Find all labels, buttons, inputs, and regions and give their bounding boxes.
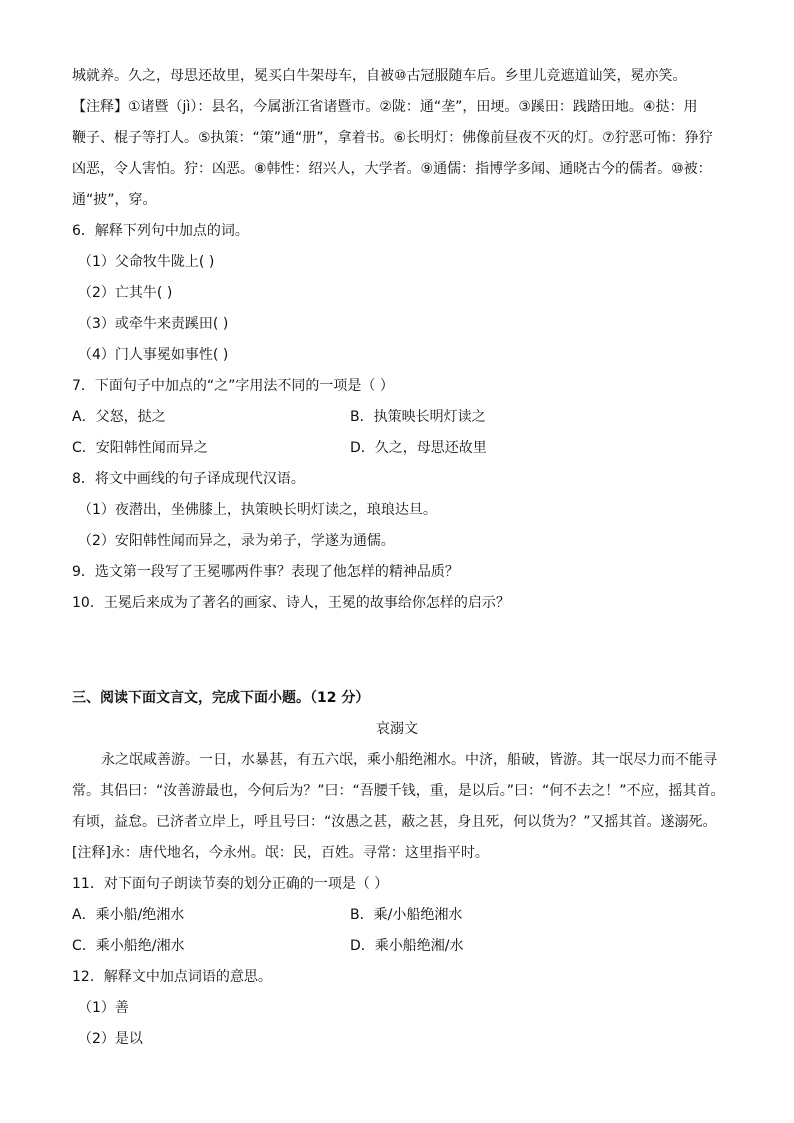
question-7-option-a: A．父怒，挞之 [72,409,166,425]
question-7-option-d: D．久之，母思还故里 [350,440,487,456]
passage-line-1: 永之氓咸善游。一日，水暴甚，有五六氓，乘小船绝湘水。中济，船破，皆游。其一氓尽力而不能寻 [101,752,717,768]
question-7-option-c: C．安阳韩性闻而异之 [72,440,208,456]
passage-title: 哀溺文 [376,721,418,737]
question-11-stem: 11．对下面句子朗读节奏的划分正确的一项是（ ） [72,876,389,892]
question-7-option-b: B．执策映长明灯读之 [350,409,486,425]
passage-note: [注释]永：唐代地名，今永州。氓：民，百姓。寻常：这里指平时。 [72,845,489,861]
question-6-item-4: （4）门人事冕如事性( ) [78,347,229,363]
section-3-heading: 三、阅读下面文言文，完成下面小题。（12 分） [72,690,370,706]
question-6-item-1: （1）父命牧牛陇上( ) [78,254,215,270]
question-12-item-2: （2）是以 [78,1031,143,1047]
question-11-option-d: D．乘小船绝湘/水 [350,938,464,954]
question-12-item-1: （1）善 [78,1000,129,1016]
question-6-stem: 6．解释下列句中加点的词。 [72,223,249,239]
question-6-item-3: （3）或牵牛来责蹊田( ) [78,316,229,332]
question-8-item-2: （2）安阳韩性闻而异之，录为弟子，学遂为通儒。 [78,533,395,549]
question-11-option-a: A．乘小船/绝湘水 [72,907,185,923]
question-10: 10．王冕后来成为了著名的画家、诗人，王冕的故事给你怎样的启示？ [72,595,510,611]
passage-tail: 城就养。久之，母思还故里，冕买白牛架母车，自被⑩古冠服随车后。乡里儿竞遮道讪笑，冕亦笑。 [72,68,687,84]
notes-line-2: 鞭子、棍子等打人。⑤执策：“策”通“册”，拿着书。⑥长明灯：佛像前昼夜不灭的灯。⑦狞恶可怖：狰狞 [72,130,713,146]
question-9: 9．选文第一段写了王冕哪两件事？表现了他怎样的精神品质？ [72,564,459,580]
question-8-stem: 8．将文中画线的句子译成现代汉语。 [72,471,305,487]
question-12-stem: 12．解释文中加点词语的意思。 [72,969,272,985]
passage-line-3: 有顷，益怠。已济者立岸上，呼且号曰：“汝愚之甚，蔽之甚，身且死，何以货为？”又摇其首。遂溺死。 [72,814,717,830]
passage-line-2: 常。其侣曰：“汝善游最也，今何后为？”曰：“吾腰千钱，重，是以后。”曰：“何不去之！”不应，摇其首。 [72,783,725,799]
notes-line-3: 凶恶，令人害怕。狞：凶恶。⑧韩性：绍兴人，大学者。⑨通儒：指博学多闻、通晓古今的儒者。⑩被： [72,161,712,177]
question-8-item-1: （1）夜潜出，坐佛膝上，执策映长明灯读之，琅琅达旦。 [78,502,437,518]
notes-line-4: 通“披”，穿。 [72,192,157,208]
question-11-option-b: B．乘/小船绝湘水 [350,907,463,923]
notes-line-1: 【注释】①诸暨（jì）：县名，今属浙江省诸暨市。②陇：通“垄”，田埂。③蹊田：践踏田地。④挞：用 [72,99,698,115]
question-6-item-2: （2）亡其牛( ) [78,285,173,301]
question-11-option-c: C．乘小船绝/湘水 [72,938,185,954]
question-7-stem: 7．下面句子中加点的“之”字用法不同的一项是（ ） [72,378,394,394]
